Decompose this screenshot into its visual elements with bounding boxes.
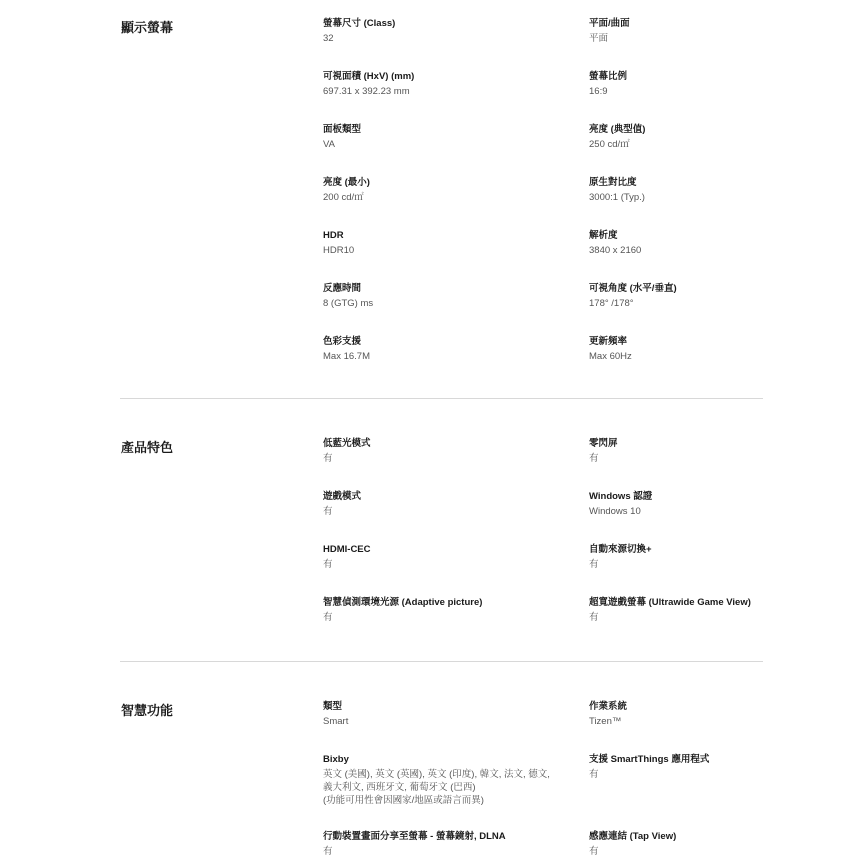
spec-value: 有 (323, 453, 333, 464)
spec-item (589, 335, 849, 363)
section-divider (120, 661, 763, 662)
spec-item (323, 490, 583, 518)
spec-item (323, 543, 583, 571)
spec-value: Windows 10 (589, 506, 641, 517)
spec-item (323, 70, 583, 98)
spec-label: HDMI-CEC (323, 544, 371, 555)
spec-item (589, 123, 849, 151)
spec-value: 有 (323, 612, 333, 623)
spec-value: 3840 x 2160 (589, 245, 642, 256)
spec-value: 32 (323, 33, 334, 44)
spec-label: 感應連結 (Tap View) (589, 831, 677, 842)
spec-value: 有 (589, 846, 599, 857)
spec-label: HDR (323, 230, 344, 241)
spec-value: 250 cd/㎡ (589, 139, 630, 150)
spec-label: 智慧偵測環境光源 (Adaptive picture) (323, 597, 483, 608)
spec-label: 解析度 (589, 230, 618, 241)
spec-item (323, 282, 583, 310)
spec-item (323, 437, 583, 465)
spec-value: 有 (323, 846, 333, 857)
spec-label: 螢幕比例 (589, 71, 628, 82)
spec-item (589, 282, 849, 310)
spec-value: 有 (323, 559, 333, 570)
spec-label: 行動裝置畫面分享至螢幕 - 螢幕鏡射, DLNA (323, 831, 506, 842)
spec-value: VA (323, 139, 335, 150)
spec-label: 面板類型 (323, 124, 362, 135)
section-title: 智慧功能 (121, 703, 174, 718)
spec-value: 有 (589, 453, 599, 464)
spec-item (323, 176, 583, 204)
spec-label: Windows 認證 (589, 491, 653, 502)
spec-item (589, 17, 849, 45)
spec-item (589, 176, 849, 204)
spec-label: 自動來源切換+ (589, 544, 652, 555)
spec-item (323, 17, 583, 45)
spec-item (323, 700, 583, 728)
spec-label: 低藍光模式 (323, 438, 371, 449)
spec-item (589, 700, 849, 728)
spec-label: 亮度 (典型值) (589, 124, 646, 135)
spec-item (589, 490, 849, 518)
section-title: 產品特色 (121, 440, 174, 455)
spec-value: 有 (589, 612, 599, 623)
spec-label: 零閃屏 (589, 438, 618, 449)
spec-label: 支援 SmartThings 應用程式 (589, 754, 710, 765)
section-divider (120, 398, 763, 399)
spec-value: 有 (589, 769, 599, 780)
spec-label: 類型 (323, 701, 343, 712)
spec-value: Max 60Hz (589, 351, 632, 362)
spec-label: 色彩支援 (323, 336, 362, 347)
spec-value: 平面 (589, 33, 609, 44)
spec-item (589, 830, 849, 858)
spec-label: 更新頻率 (589, 336, 628, 347)
spec-label: 可視角度 (水平/垂直) (589, 283, 677, 294)
spec-value: 8 (GTG) ms (323, 298, 374, 309)
spec-item (323, 753, 583, 807)
spec-label: Bixby (323, 754, 349, 765)
spec-label: 原生對比度 (589, 177, 637, 188)
spec-item (589, 543, 849, 571)
spec-label: 作業系統 (589, 701, 628, 712)
spec-value: 200 cd/㎡ (323, 192, 364, 203)
spec-item (589, 229, 849, 257)
spec-value: Smart (323, 716, 349, 727)
spec-value: 有 (323, 506, 333, 517)
spec-item (323, 335, 583, 363)
section-title: 顯示螢幕 (121, 20, 174, 35)
spec-item (589, 596, 849, 624)
spec-value: 有 (589, 559, 599, 570)
spec-label: 平面/曲面 (589, 18, 630, 29)
spec-value: 3000:1 (Typ.) (589, 192, 645, 203)
spec-item (589, 753, 849, 781)
spec-label: 可視面積 (HxV) (mm) (323, 71, 415, 82)
spec-item (323, 830, 583, 858)
spec-item (323, 596, 583, 624)
spec-value: 16:9 (589, 86, 608, 97)
spec-item (589, 437, 849, 465)
spec-value: Tizen™ (589, 716, 622, 727)
spec-value: 英文 (美國), 英文 (英國), 英文 (印度), 韓文, 法文, 德文, 義大利文, 西班牙文, 葡萄牙文 (巴西) (功能可用性會因國家/地區或語言而異) (323, 769, 550, 806)
spec-item (323, 123, 583, 151)
spec-label: 超寬遊戲螢幕 (Ultrawide Game View) (589, 597, 751, 608)
spec-value: Max 16.7M (323, 351, 370, 362)
spec-item (589, 70, 849, 98)
spec-value: 178° /178° (589, 298, 634, 309)
spec-value: 697.31 x 392.23 mm (323, 86, 410, 97)
spec-label: 螢幕尺寸 (Class) (323, 18, 396, 29)
spec-item (323, 229, 583, 257)
spec-label: 遊戲模式 (323, 491, 362, 502)
spec-label: 亮度 (最小) (323, 177, 370, 188)
spec-label: 反應時間 (323, 283, 362, 294)
spec-value: HDR10 (323, 245, 355, 256)
